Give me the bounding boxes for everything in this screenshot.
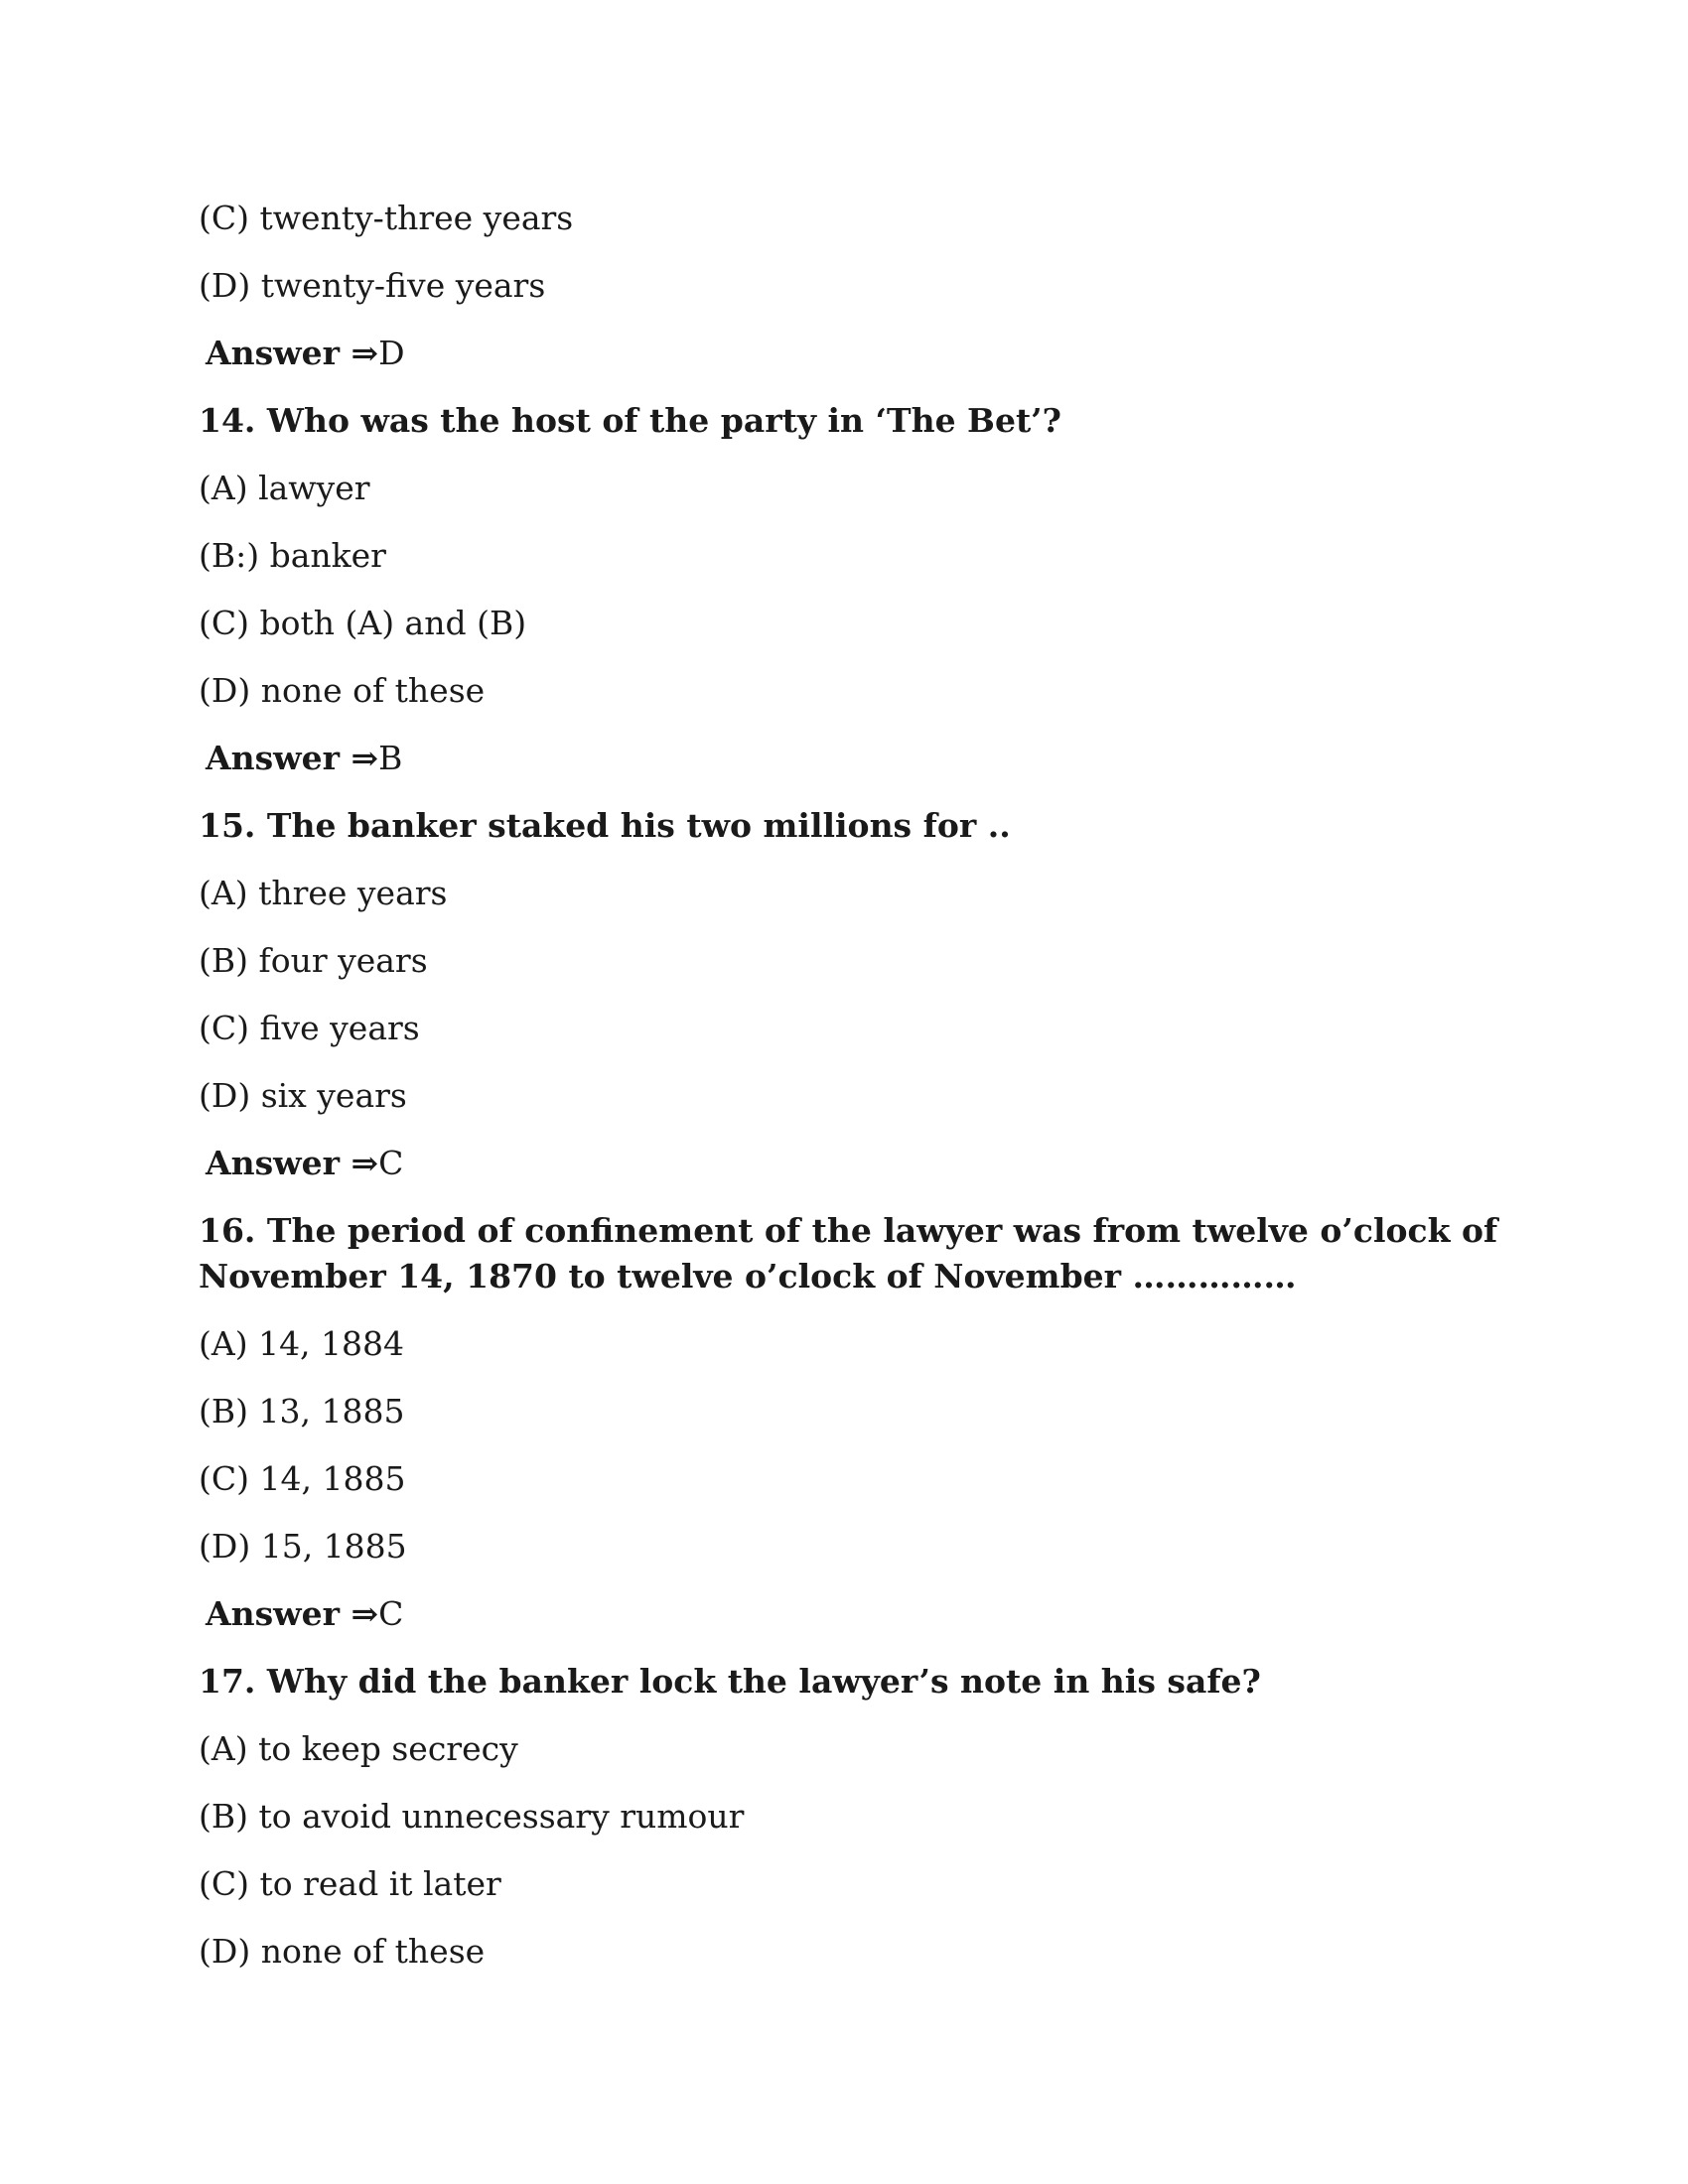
answer-label: Answer [206,334,352,372]
option-13-d: (D) twenty-five years [199,266,546,305]
option-14-b: (B:) banker [199,536,386,575]
option-17-a: (A) to keep secrecy [199,1729,518,1768]
option-14-c: (C) both (A) and (B) [199,604,527,642]
answer-value: C [378,1144,404,1182]
answer-arrow-icon: ⇒ [351,739,379,777]
option-13-c: (C) twenty-three years [199,199,574,237]
option-16-d: (D) 15, 1885 [199,1527,407,1566]
answer-13 [206,334,405,373]
option-15-c: (C) five years [199,1009,420,1047]
option-17-b: (B) to avoid unnecessary rumour [199,1797,745,1836]
question-15-prompt: 15. The banker staked his two millions for .. [199,806,1011,845]
question-14-prompt: 14. Who was the host of the party in ‘The Bet’? [199,401,1062,440]
answer-14 [206,739,402,778]
answer-arrow-icon: ⇒ [351,334,379,372]
answer-arrow-icon: ⇒ [351,1594,379,1633]
answer-arrow-icon: ⇒ [351,1144,379,1182]
answer-label: Answer [206,1144,352,1182]
question-17-prompt: 17. Why did the banker lock the lawyer’s note in his safe? [199,1662,1261,1701]
answer-value: C [378,1594,404,1633]
option-14-d: (D) none of these [199,671,486,710]
option-14-a: (A) lawyer [199,469,370,507]
answer-value: D [378,334,405,372]
option-15-a: (A) three years [199,874,448,912]
answer-label: Answer [206,739,352,777]
question-16-prompt-line-1: 16. The period of confinement of the lawyer was from twelve o’clock of [199,1211,1498,1250]
answer-15 [206,1144,403,1183]
option-16-a: (A) 14, 1884 [199,1324,405,1363]
answer-value: B [378,739,403,777]
question-16-prompt-line-2: November 14, 1870 to twelve o’clock of November …………… [199,1257,1297,1296]
option-17-c: (C) to read it later [199,1864,501,1903]
option-15-d: (D) six years [199,1076,407,1115]
option-17-d: (D) none of these [199,1932,486,1971]
answer-label: Answer [206,1594,352,1633]
option-15-b: (B) four years [199,941,428,980]
answer-16 [206,1594,403,1634]
option-16-c: (C) 14, 1885 [199,1459,406,1498]
option-16-b: (B) 13, 1885 [199,1392,405,1431]
